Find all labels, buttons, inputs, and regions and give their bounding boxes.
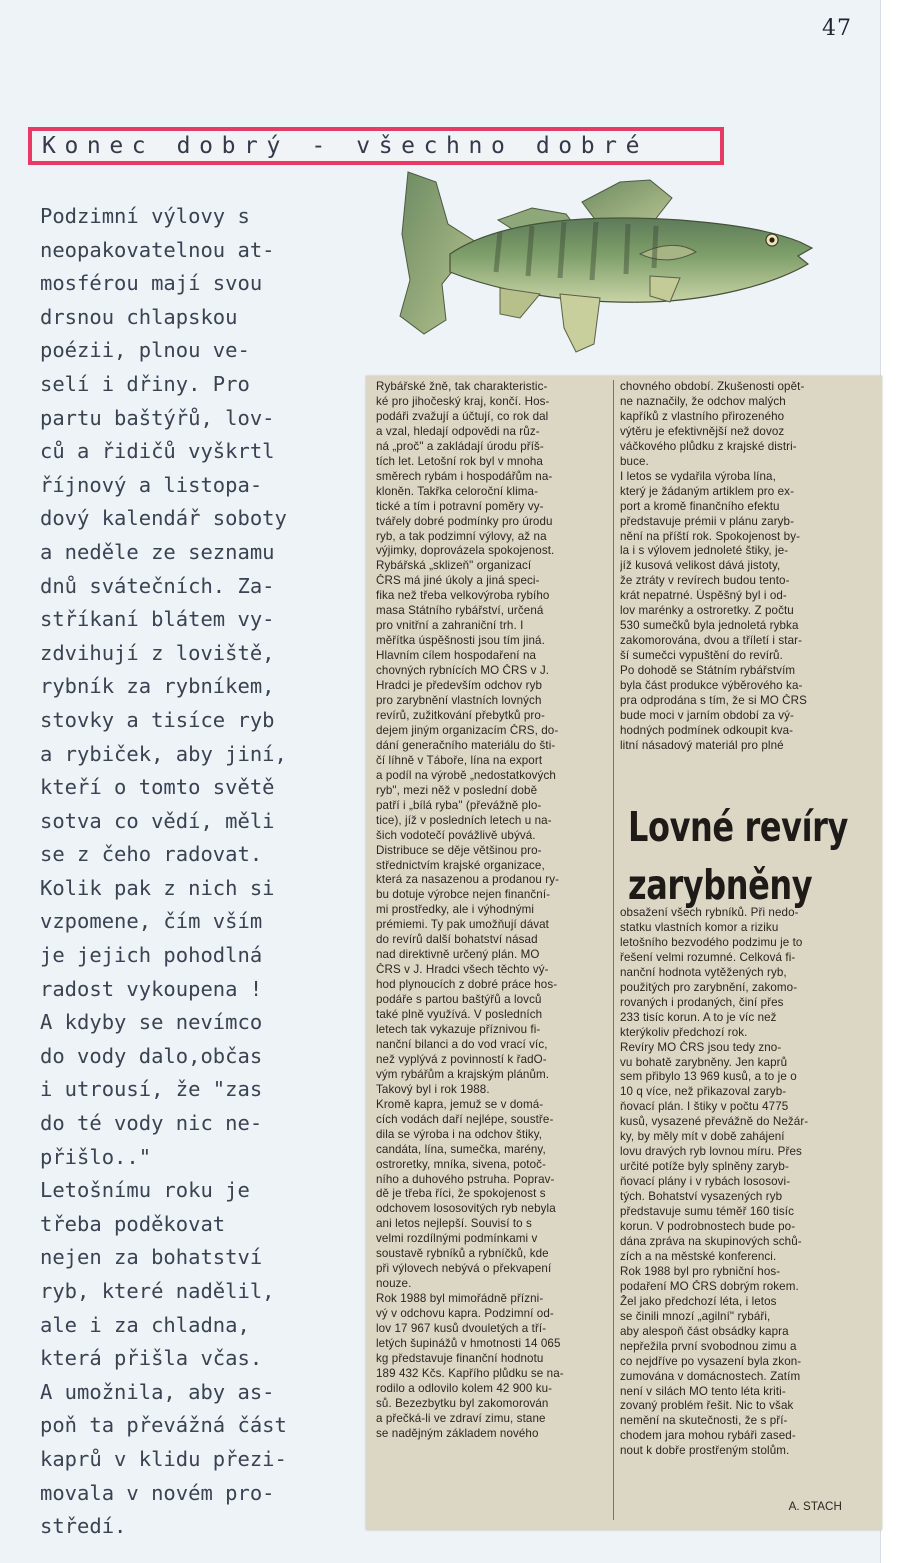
clipping-line: bude moci v jarním období za vý- xyxy=(620,708,794,722)
clipping-line: se nadějným základem nového xyxy=(376,1426,539,1440)
clipping-line: zích a na městské konferenci. xyxy=(620,1249,777,1263)
clipping-line: vý v odchovu kapra. Podzimní od- xyxy=(376,1307,554,1321)
clipping-line: chovného období. Zkušenosti opět- xyxy=(620,380,805,393)
zander-fish-icon xyxy=(350,168,820,358)
clipping-line: mi prostředky, ale i výhodnými xyxy=(376,903,535,917)
clipping-line: také plně využívá. V posledních xyxy=(376,1008,543,1022)
typed-line: kteří o tomto světě xyxy=(40,775,275,800)
clipping-line: ního a duhového pstruha. Poprav- xyxy=(376,1172,555,1186)
clipping-line: ňovací plány i v rybách lososovi- xyxy=(620,1175,791,1189)
clipping-line: vu bohatě zarybněny. Jen kaprů xyxy=(620,1055,788,1069)
clipping-line: obsažení všech rybníků. Při nedo- xyxy=(620,906,799,919)
clipping-line: sem přibylo 13 969 kusů, a to je o xyxy=(620,1070,797,1084)
typed-line: selí i dřiny. Pro xyxy=(40,371,250,396)
clipping-line: dě je třeba říci, že spokojenost s xyxy=(376,1187,546,1201)
typed-line: kaprů v klidu přezi- xyxy=(40,1446,287,1471)
typed-line: dový kalendář soboty xyxy=(40,506,287,531)
typed-line: je jejich pohodlná xyxy=(40,943,263,968)
clipping-line: Rok 1988 byl mimořádně přízni- xyxy=(376,1292,544,1306)
clipping-line: buce. xyxy=(620,454,649,468)
clipping-line: litní násadový materiál pro plné xyxy=(620,738,784,752)
clipping-line: Hradci je především odchov ryb xyxy=(376,679,543,693)
typed-line: ryb, které nadělil, xyxy=(40,1279,275,1303)
clipping-line: fika než třeba velkovýroba rybího xyxy=(376,589,550,603)
headline-line: zarybněny xyxy=(628,861,813,909)
clipping-line: la i s výlovem jednoleté štiky, je- xyxy=(620,544,789,558)
clipping-line: ké pro jihočeský kraj, končí. Hos- xyxy=(376,394,550,408)
typed-line: říjnový a listopa- xyxy=(40,472,263,497)
clipping-line: Kromě kapra, jemuž se v domá- xyxy=(376,1097,544,1111)
clipping-line: tice), jíž v posledních letech u na- xyxy=(376,813,552,827)
clipping-line: Distribuce se děje většinou pro- xyxy=(376,843,542,857)
typed-line: neopakovatelnou at- xyxy=(40,237,275,262)
typed-line: A kdyby se nevímco xyxy=(40,1010,263,1035)
typed-line: poň ta převážná část xyxy=(40,1413,287,1438)
clipping-line: chovných rybnících MO ČRS v J. xyxy=(376,664,550,678)
clipping-line: ani letos nejlepší. Souvisí to s xyxy=(376,1217,532,1231)
typed-line: nejen za bohatství xyxy=(40,1245,263,1270)
typed-line: radost vykoupena ! xyxy=(40,976,263,1001)
clipping-line: chodem jara mohou rybáři zased- xyxy=(620,1429,796,1443)
typed-line: středí. xyxy=(40,1514,127,1539)
clipping-line: Rybářské žně, tak charakteristic- xyxy=(376,380,548,393)
clipping-line: nouze. xyxy=(376,1277,412,1291)
typed-line: a neděle ze seznamu xyxy=(40,539,275,564)
clipping-line: podáři zvažují a účtují, co rok dal xyxy=(376,409,549,423)
clipping-line: čí líhně v Táboře, lína na export xyxy=(376,753,543,767)
clipping-line: pra odprodána s tím, že si MO ČRS xyxy=(620,694,807,708)
clipping-line: I letos se vydařila výroba lína, xyxy=(620,469,776,483)
heading-text: Konec dobrý - všechno dobré xyxy=(42,133,649,159)
clipping-line: odchovem lososovitých ryb nebyla xyxy=(376,1202,556,1216)
clipping-line: podaření MO ČRS dobrým rokem. xyxy=(620,1279,799,1293)
clipping-line: a podíl na výrobě „nedostatkových xyxy=(376,768,556,782)
clipping-line: představuje sumu téměř 160 tisíc xyxy=(620,1205,794,1219)
clipping-line: dila se výroba i na odchov štiky, xyxy=(376,1127,543,1141)
typed-line: vzpomene, čím vším xyxy=(40,909,263,934)
page-edge xyxy=(880,0,900,1563)
clipping-line: nanční hodnota vytěžených ryb, xyxy=(620,965,787,979)
clipping-line: dejem jiným organizacím ČRS, do- xyxy=(376,723,559,737)
clipping-line: pro vnitřní a zahraniční trh. I xyxy=(376,619,524,633)
clipping-line: korun. V podrobnostech bude po- xyxy=(620,1220,796,1234)
clipping-line: jíž kusová velikost dává jistoty, xyxy=(620,559,781,573)
clipping-line: krát nepatrné. Úspěšný byl i od- xyxy=(620,589,787,603)
clipping-line: revírů, zužitkování přebytků pro- xyxy=(376,708,545,722)
typewritten-text xyxy=(40,200,340,1544)
clipping-line: pro zarybnění vlastních lovných xyxy=(376,694,542,708)
clipping-line: směrech rybám i hospodářům na- xyxy=(376,469,553,483)
clipping-line: bu dotuje výrobce nejen finanční- xyxy=(376,888,551,902)
clipping-line: kapříků z vlastního přirozeného xyxy=(620,409,785,423)
clipping-line: hodných podmínek odkoupit kva- xyxy=(620,723,794,737)
clipping-line: než vyplývá z povinností k řadO- xyxy=(376,1052,547,1066)
clipping-line: letých šupinážů v hmotnosti 14 065 xyxy=(376,1337,561,1350)
clipping-line: nění na příští rok. Spokojenost by- xyxy=(620,529,801,543)
clipping-line: ší sumečci vypuštění do revírů. xyxy=(620,649,783,663)
clipping-line: a přečká-li ve zdraví zimu, stane xyxy=(376,1411,546,1425)
typed-line: Letošnímu roku je xyxy=(40,1178,250,1203)
clipping-line: sů. Bezezbytku byl zakomorován xyxy=(376,1396,549,1410)
clipping-author: A. STACH xyxy=(788,1500,842,1513)
typed-line: se z čeho radovat. xyxy=(40,842,263,867)
headline-line: Lovné revíry xyxy=(628,803,848,851)
clipping-line: letech tak vykazuje příznivou fi- xyxy=(376,1022,541,1036)
clipping-line: cích vodách daří nejlépe, soustře- xyxy=(376,1112,554,1126)
clipping-line: že ztráty v revírech budou tento- xyxy=(620,574,790,588)
clipping-line: podáře s partou baštýřů a lovců xyxy=(376,993,542,1007)
clipping-line: hod plynoucích z dobré práce hos- xyxy=(376,978,558,992)
clipping-line: prémiemi. Ty pak umožňují dávat xyxy=(376,918,550,932)
clipping-line: do revírů další bohatství násad xyxy=(376,933,538,947)
clipping-line: představuje prémii v plánu zaryb- xyxy=(620,514,795,528)
typed-line: movala v novém pro- xyxy=(40,1480,275,1505)
clipping-line: tické a tím i potravní poměry vy- xyxy=(376,499,544,513)
clipping-line: kusů, vysazené převážně do Nežár- xyxy=(620,1115,809,1129)
clipping-line: kg představuje finanční hodnotu xyxy=(376,1351,544,1365)
clipping-line: Rybářská „sklizeň" organizací xyxy=(376,559,532,573)
clipping-right-column-upper xyxy=(620,380,852,754)
clipping-line: rodilo a odlovilo kolem 42 900 ku- xyxy=(376,1381,553,1395)
clipping-line: ky, by měly mít v době zahájení xyxy=(620,1130,785,1144)
clipping-line: ČRS v J. Hradci všech těchto vý- xyxy=(376,963,549,977)
typed-line: do té vody nic ne- xyxy=(40,1111,263,1136)
clipping-line: tích let. Letošní rok byl v mnoha xyxy=(376,454,543,468)
typed-line: i utrousí, že "zas xyxy=(40,1077,263,1102)
clipping-line: 233 tisíc korun. A to je víc než xyxy=(620,1010,777,1024)
column-divider xyxy=(613,380,614,1520)
clipping-right-column-lower xyxy=(620,906,852,1459)
clipping-line: Hlavním cílem hospodaření na xyxy=(376,649,537,663)
clipping-line: letošního bezvodého podzimu je to xyxy=(620,935,803,949)
typed-line: Kolik pak z nich si xyxy=(40,875,275,900)
clipping-line: lov 17 967 kusů dvouletých a tří- xyxy=(376,1322,547,1336)
clipping-line: nepřežila první svobodnou zimu a xyxy=(620,1339,797,1353)
clipping-line: 530 sumečků byla jednoletá rybka xyxy=(620,619,799,633)
clipping-line: ňovací plán. I štiky v počtu 4775 xyxy=(620,1100,789,1114)
clipping-line: dána zpráva na skupinových schů- xyxy=(620,1234,802,1248)
clipping-line: střednictvím krajské organizace, xyxy=(376,858,545,872)
typed-line: třeba poděkovat xyxy=(40,1211,226,1236)
typed-line: partu baštýřů, lov- xyxy=(40,405,275,430)
clipping-line: lov marénky a ostroretky. Z počtu xyxy=(620,604,794,618)
typed-line: dnů svátečních. Za- xyxy=(40,573,275,598)
clipping-line: lovu dravých ryb lovnou míru. Přes xyxy=(620,1145,802,1159)
clipping-line: tvářely dobré podmínky pro úrodu xyxy=(376,514,553,528)
clipping-line: ne naznačily, že odchov malých xyxy=(620,394,786,408)
clipping-line: zakomorována, dvou a tříletí i star- xyxy=(620,634,803,648)
clipping-line: tých. Bohatství vysazených ryb xyxy=(620,1190,783,1204)
clipping-line: ryb, a tak podzimní výlovy, až na xyxy=(376,529,547,543)
typed-line: rybník za rybníkem, xyxy=(40,674,275,699)
clipping-line: nemění na skutečnosti, že s pří- xyxy=(620,1414,788,1428)
typed-line: zdvihují z loviště, xyxy=(40,640,275,665)
clipping-line: soustavě rybníků a rybníčků, kde xyxy=(376,1247,549,1261)
clipping-line: Rok 1988 byl pro rybniční hos- xyxy=(620,1264,781,1278)
clipping-line: řešení velmi rozumné. Celková fi- xyxy=(620,950,796,964)
clipping-line: a vzal, hledají odpovědi na růz- xyxy=(376,424,540,438)
clipping-line: statku vlastních komor a riziku xyxy=(620,920,779,934)
typed-line: sotva co vědí, měli xyxy=(40,808,275,833)
clipping-line: co nejdříve po vysazení byla zkon- xyxy=(620,1354,802,1368)
page-number: 47 xyxy=(822,16,852,41)
typed-line: Podzimní výlovy s xyxy=(40,204,250,228)
clipping-line: výtěru je efektivnější než dovoz xyxy=(620,424,785,438)
clipping-line: patří i „bílá ryba" (převážně plo- xyxy=(376,798,542,812)
clipping-line: Revíry MO ČRS jsou tedy zno- xyxy=(620,1040,782,1054)
clipping-line: 189 432 Kčs. Kapřího plůdku se na- xyxy=(376,1366,564,1380)
clipping-line: která za nasazenou a prodanou ry- xyxy=(376,873,560,887)
clipping-line: Žel jako předchozí léta, i letos xyxy=(620,1294,777,1308)
clipping-line: aby alespoň část obsádky kapra xyxy=(620,1324,789,1338)
clipping-line: velmi rozdílnými podmínkami v xyxy=(376,1232,538,1246)
clipping-line: dání generačního materiálu do šti- xyxy=(376,738,556,752)
clipping-line: vým rybářům a krajským plánům. xyxy=(376,1067,550,1081)
typed-line: stříkaní blátem vy- xyxy=(40,607,275,632)
clipping-line: váčkového plůdku z krajské distri- xyxy=(620,439,797,453)
clipping-line: masa Státního rybářství, určená xyxy=(376,604,544,618)
clipping-left-column xyxy=(376,380,608,1442)
clipping-line: šich vodotečí povážlivě ubývá. xyxy=(376,828,536,842)
typed-line: drsnou chlapskou xyxy=(40,304,238,329)
clipping-line: nout k dobře prostřeným stolům. xyxy=(620,1444,790,1458)
clipping-line: se činili mnozí „agilní" rybáři, xyxy=(620,1309,771,1323)
clipping-line: ČRS má jiné úkoly a jiná speci- xyxy=(376,574,540,588)
typed-line: ale i za chladna, xyxy=(40,1312,250,1337)
clipping-line: port a kromě finančního efektu xyxy=(620,499,780,513)
clipping-line: ná „proč" a zakládají úrodu příš- xyxy=(376,439,544,453)
clipping-line: rovaných i prodaných, činí přes xyxy=(620,995,784,1009)
clipping-line: měřítka úspěšnosti jsou tím jiná. xyxy=(376,634,545,648)
clipping-line: použitých pro zarybnění, zakomo- xyxy=(620,980,798,994)
clipping-line: zovaný problém řešit. Nic to však xyxy=(620,1399,794,1413)
clipping-headline xyxy=(628,798,848,914)
clipping-line: kloněn. Takřka celoroční klima- xyxy=(376,484,539,498)
clipping-line: který je žádaným artiklem pro ex- xyxy=(620,484,795,498)
clipping-line: ostroretky, mníka, sivena, potoč- xyxy=(376,1157,546,1171)
typed-line: a rybiček, aby jiní, xyxy=(40,741,287,766)
typed-line: ců a řidičů vyškrtl xyxy=(40,439,275,464)
newspaper-clipping xyxy=(366,376,882,1530)
typed-line: přišlo.." xyxy=(40,1144,152,1169)
clipping-line: určité potíže byly splněny zaryb- xyxy=(620,1160,789,1174)
clipping-line: kterýkoliv předchozí rok. xyxy=(620,1025,748,1039)
clipping-line: při výlovech nebývá o překvapení xyxy=(376,1262,552,1276)
typed-line: která přišla včas. xyxy=(40,1346,263,1371)
clipping-line: Takový byl i rok 1988. xyxy=(376,1082,490,1096)
clipping-line: Po dohodě se Státním rybářstvím xyxy=(620,664,796,678)
clipping-line: nanční bilanci a do vod vrací víc, xyxy=(376,1037,548,1051)
typed-line: poézii, plnou ve- xyxy=(40,338,250,363)
clipping-line: ryb", mezi něž v poslední době xyxy=(376,783,538,797)
clipping-line: candáta, lína, sumečka, marény, xyxy=(376,1142,546,1156)
typed-line: stovky a tisíce ryb xyxy=(40,707,275,732)
typed-line: do vody dalo,občas xyxy=(40,1043,263,1068)
clipping-line: nad direktivně určený plán. MO xyxy=(376,948,540,962)
typed-line: A umožnila, aby as- xyxy=(40,1379,275,1404)
clipping-line: výjimky, doprovázela spokojenost. xyxy=(376,544,555,558)
article-heading xyxy=(28,127,724,165)
typed-line: mosférou mají svou xyxy=(40,271,263,296)
clipping-line: není v silách MO tento léta kriti- xyxy=(620,1384,786,1398)
clipping-line: 10 q více, než přikazoval zaryb- xyxy=(620,1085,787,1099)
clipping-line: byla část produkce výběrového ka- xyxy=(620,679,803,693)
clipping-line: zumována v domácnostech. Zatím xyxy=(620,1369,801,1383)
